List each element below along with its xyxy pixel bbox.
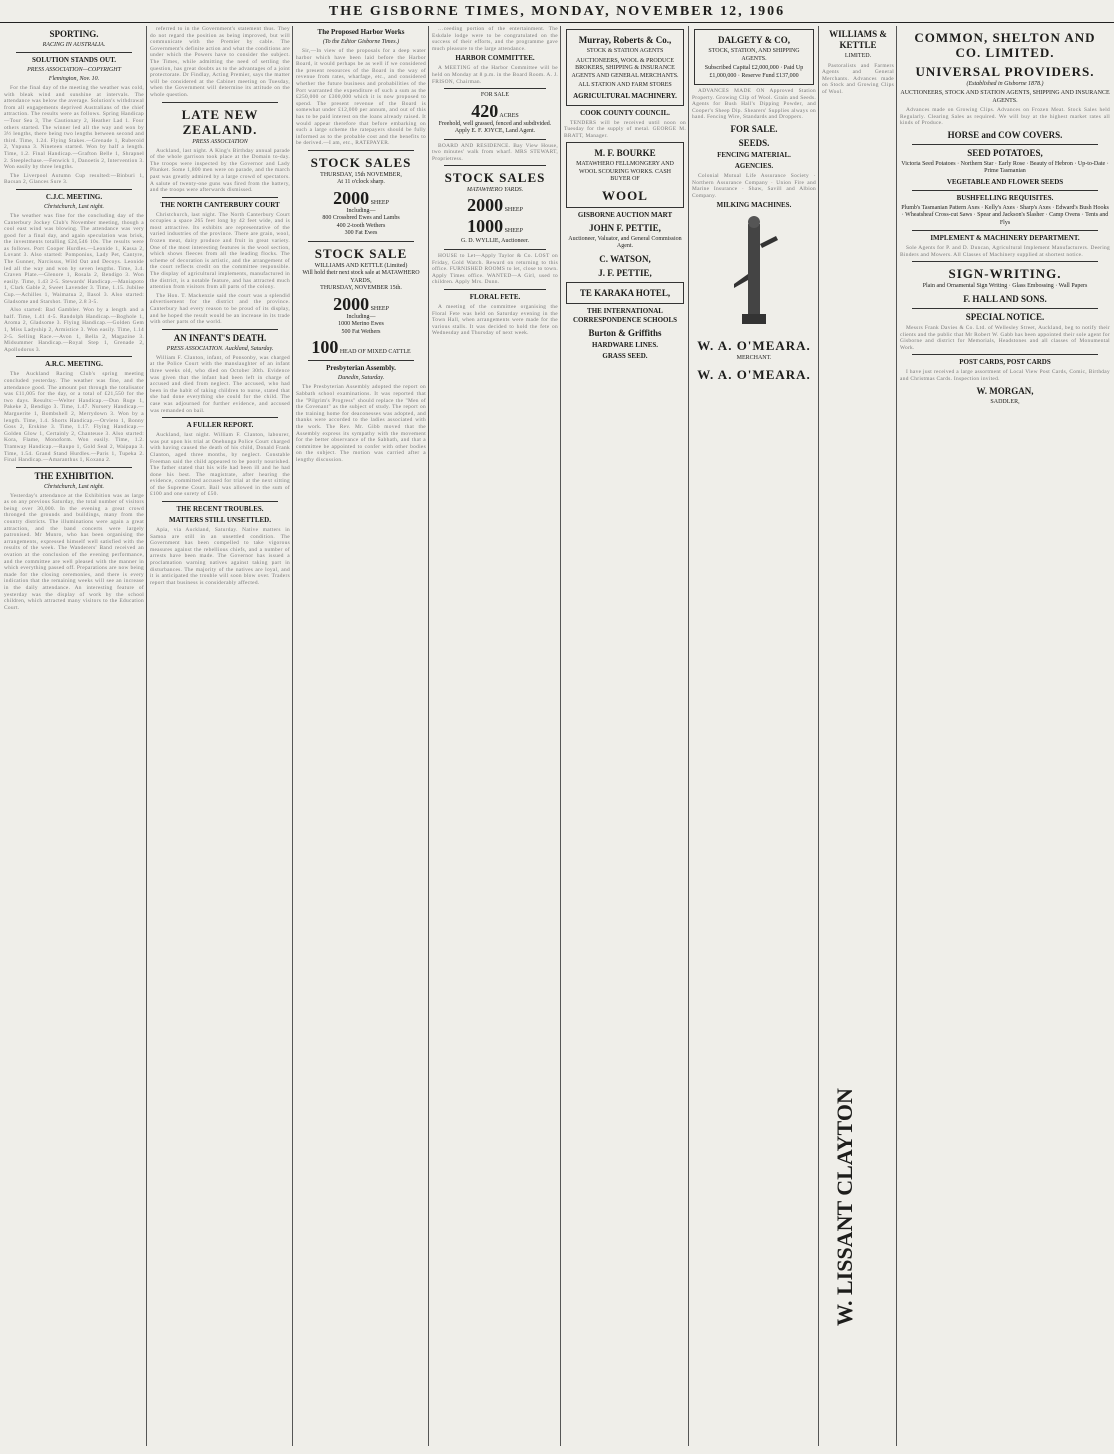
cjc-heading: C.J.C. MEETING.: [45, 192, 103, 201]
divider: [912, 230, 1098, 231]
body-text: William F. Clanton, infant, of Ponsonby, was charged at the Police Court with the manslaughter of an infant three weeks old, who died on October 30th. Evidence was given that the infant had been left in charge of accused and died from neglect. The accused, who had been in the habit of taking children to nurse, stated that she had done everything she could for the child. The case was adjourned for further evidence, and accused was remanded on bail.: [150, 354, 290, 414]
sale-lot: 2000 SHEEP Including— 1000 Merino Ewes 500 Fat Wethers: [333, 293, 389, 335]
body-text: The Hon. T. Mackenzie said the court was a splendid advertisement for the district and the province. Canterbury had every reason to be proud of its display, and he hoped the result would be an increase in its trade with other parts of the world.: [150, 292, 290, 326]
auction-mart-heading: GISBORNE AUCTION MART: [577, 210, 673, 219]
divider: [444, 289, 546, 290]
common-shelton-name: COMMON, SHELTON AND CO. LIMITED.: [914, 30, 1096, 60]
column-harbor: [296, 26, 426, 1446]
divider: [912, 261, 1098, 262]
body-text: Yesterday's attendance at the Exhibition was as large as on any previous Saturday, the total number of visitors being over 30,000. In the evening a great crowd thronged the grounds and buildings, many from the country districts. The illuminations were again a great attraction, and the band concerts were largely patronised. Mr Munro, who has been organising the arrangements, expressed himself well satisfied with the results of the week. The Wanderers' Band received an ovation at the conclusion of the evening performance, and the committee are well pleased with the manner in which everything passed off. Preparations are now being made for the closing ceremonies, and there is every indication that the remaining weeks will see an increase in the daily attendance. An interesting feature of yesterday was the display of work by the school children, which attracted many visitors to the Education Court.: [4, 492, 144, 611]
morgan-name: W. MORGAN,: [976, 385, 1034, 396]
body-text: ADVANCES MADE ON Approved Station Property. Growing Clip of Wool. Grain and Seeds. Agents for Bush Hall's Dipping Powder, and Cooper's Sheep Dip. Shearers' Supplies always on hand. Fencing Wire, Standards and Droppers.: [692, 88, 816, 121]
masthead: THE GISBORNE TIMES, MONDAY, NOVEMBER 12, 1906: [0, 4, 1114, 23]
dateline: PRESS ASSOCIATION. Auckland, Saturday.: [166, 345, 274, 352]
cook-county-heading: COOK COUNTY COUNCIL.: [580, 108, 670, 117]
divider: [162, 197, 278, 198]
implement-heading: IMPLEMENT & MACHINERY DEPARTMENT.: [930, 234, 1080, 243]
seed-potatoes-heading: SEED POTATOES,: [967, 147, 1043, 158]
vegetable-seeds-heading: VEGETABLE AND FLOWER SEEDS: [946, 177, 1064, 186]
acreage-ad: 420 ACRES Freehold, well grassed, fenced and subdivided. Apply E. F. JOYCE, Land Agent.: [438, 100, 552, 135]
press-association-line: PRESS ASSOCIATION—COPYRIGHT: [27, 67, 121, 73]
established-line: (Established in Gisborne 1878.): [966, 81, 1044, 87]
court-heading: THE NORTH CANTERBURY COURT: [160, 200, 280, 209]
bushfelling-list: Plumb's Tasmanian Pattern Axes · Kelly's Axes · Sharp's Axes · Edward's Bush Hooks · Wheatsheaf Cross-cut Saws · Spear and Jackson's Slasher · Camp Ovens · Tents and Flys: [901, 204, 1109, 226]
dalgety-ad: [694, 29, 814, 85]
column-rule: [688, 26, 689, 1446]
lissant-clayton-vertical: W. LISSANT CLAYTON: [832, 1088, 857, 1326]
dalgety-name: DALGETY & CO,: [718, 35, 790, 45]
body-text: Colonial Mutual Life Assurance Society · Northern Assurance Company · Union Fire and Marine Insurance · Shaw, Savill and Albion Company.: [692, 172, 816, 199]
body-text: The weather was fine for the concluding day of the Canterbury Jockey Club's November meeting, though a cool east wind was blowing. The attendance was very good for a final day, and again speculation was brisk, the investments totalling £24,546 10s. The results were as follows. Port Cooper Hurdles.—Leonide 1, Kassa 2, Lovant 3. Also started: Pomponius, Lady Pet, Cantyre, The Gunner, Narcissus, Wild Oat and Decoys. Leonide led all the way and won by seven lengths. Time, 3.4. Craven Plate.—Glenore 1, Rosala 2, Bendigo 3. Won easily. Time, 1.43 2-5. Stewards' Handicap.—Maniapoto 1, Clark Gable 2, Sweet Lavender 3. Time, 1.15. Jubilee Cup.—Achilles 1, Waimatua 2, Ilasol 3. Also started: Gladsome and Starshot. Time, 2.8 3-5.: [4, 212, 144, 305]
for-sale-notice: FOR SALE: [480, 92, 510, 99]
column-agents-b: [692, 26, 816, 1446]
divider: [162, 417, 278, 418]
divider: [444, 139, 546, 140]
harbor-works-heading: The Proposed Harbor Works: [317, 28, 405, 36]
column-rule: [292, 26, 293, 1446]
column-common-shelton: [900, 26, 1110, 1446]
agencies-heading: AGENCIES.: [734, 161, 774, 170]
horse-cow-covers-heading: HORSE and COW COVERS.: [947, 129, 1063, 140]
body-text: Pastoralists and Farmers Agents and General Merchants. Advances made on Stock and Growing Clips of Wool.: [822, 62, 894, 95]
body-text: Christchurch, last night. The North Canterbury Court occupies a space 265 feet long by 42 feet wide, and is most attractive. Its exhibits are representative of the varied industries of the province. There are grain, wool, frozen meat, dairy produce and fruit in great variety. One of the most interesting features is the wool section, which shows fleeces from all the leading flocks. The scheme of decoration is artistic, and the arrangement of the court reflects credit on the committee responsible. The display of agricultural implements, manufactured in the district, is a notable feature, and has attracted much attention from visitors from all parts of the colony.: [150, 211, 290, 291]
watson-name: C. WATSON,: [599, 253, 651, 264]
agricultural-heading: AGRICULTURAL MACHINERY.: [573, 91, 677, 100]
pettie-name: JOHN F. PETTIE,: [589, 222, 661, 233]
sign-body: Plain and Ornamental Sign Writing · Glass Embossing · Wall Papers: [922, 283, 1088, 290]
column-rule: [146, 26, 147, 1446]
column-rule: [560, 26, 561, 1446]
matters-heading: MATTERS STILL UNSETTLED.: [169, 516, 271, 525]
divider: [444, 88, 546, 89]
body-text: The Auckland Racing Club's spring meeting concluded yesterday. The weather was fine, and the attendance good. The amount put through the totalisator was £11,005 for the day, or a total of £21,550 for the two days. Results:—Welter Handicap.—Dun Ruge 1, Pakeke 2, Bendigo 3. Time, 1.47. Nursery Handicap.—Marguerite 1, Bombshell 2, Merrydown 3. Won by a length. Time, 1.4. Shorts Handicap.—Orvieto 1, Bonny Goss 2, Erskine 3. Time, 1.17. Flying Handicap.—Golden Glow 1, Certainly 2, Chanteuse 3. Also started: Kora, Flame, Monoform. Won easily. Time, 1.2. Tramway Handicap.—Raupo 1, Gold Seal 2, Waipapa 3. Time, 1.54. Grand Stand Hurdles.—Paris 1, Tupeka 2. Final Handicap.—Amaranthus 1, Koxana 2.: [4, 371, 144, 464]
divider: [444, 165, 546, 166]
wool-heading: WOOL: [602, 187, 648, 203]
murray-body: AUCTIONEERS, WOOL & PRODUCE BROKERS, SHIPPING & INSURANCE AGENTS AND GENERAL MERCHANTS.: [571, 57, 679, 79]
omeara-name: W. A. O'MEARA.: [697, 338, 811, 354]
body-text: Auckland, last night. A King's Birthday annual parade of the whole garrison took place at the Domain to-day. The troops were inspected by the Governor and Lady Plunket. Some 1,800 men were on parade, and the march past was greatly admired by a large crowd of spectators. A salute of twenty-one guns was fired from the battery, and the troops were afterwards dismissed.: [150, 147, 290, 194]
williams-name: WILLIAMS & KETTLE: [829, 29, 887, 50]
sale-lot: 2000 SHEEP: [467, 195, 523, 216]
omeara2-name: W. A. O'MEARA.: [697, 366, 811, 382]
universal-providers: UNIVERSAL PROVIDERS.: [915, 64, 1095, 79]
sale-notice: THURSDAY, 15th NOVEMBER, At 11 o'clock sharp.: [320, 171, 402, 186]
dateline: Dunedin, Saturday.: [337, 375, 385, 382]
body-text: …ceeding portion of the entertainment. The Eskdale lodge were to be congratulated on the success of their efforts, and the programme gave much pleasure to the large attendance.: [432, 26, 558, 52]
body-text: Sole Agents for P. and D. Duncan, Agricultural Implement Manufacturers. Deering Binders and Mowers. All Classes of Machinery supplied at shortest notice.: [900, 245, 1110, 258]
column-news: [150, 26, 290, 1446]
dalgety-body: Subscribed Capital £2,000,000 · Paid Up £1,000,000 · Reserve Fund £137,000: [704, 65, 804, 79]
sale-lot: 1000 SHEEP: [467, 216, 523, 237]
sale-lot: 2000 SHEEP Including— 800 Crossbred Ewes and Lambs 400 2-tooth Wethers 300 Fat Ewes: [322, 187, 400, 237]
bushfelling-heading: BUSHFELLING REQUISITES.: [956, 193, 1054, 202]
body-text: Apia, via Auckland, Saturday. Native matters in Samoa are still in an unsettled condition. The Government has been compelled to take vigorous measures against the rebellious chiefs, and a number of arrests have been made. The Governor has issued a proclamation warning natives against taking part in disturbances. The majority of the natives are loyal, and it is anticipated the trouble will soon blow over. Traders report that business is considerably affected.: [150, 527, 290, 586]
bourke-ad: [566, 142, 684, 208]
pump-illustration: [724, 214, 784, 334]
murray-name: Murray, Roberts & Co.,: [578, 35, 672, 45]
divider: [444, 249, 546, 250]
body-text: A MEETING of the Harbor Committee will be held on Monday at 8 p.m. in the Board Room. A. J. FRISON, Chairman.: [432, 65, 558, 85]
yards-heading: MATAWHERO YARDS.: [466, 187, 524, 194]
post-cards-heading: POST CARDS, POST CARDS: [959, 358, 1051, 367]
body-text: Also started: Bad Gambler. Won by a length and a half. Time, 1.41 4-5. Randolph Handicap.—Boghole 1, Aroma 2, Gladsome 3. Flying Handicap.—Golden Gem 1, Miss Ladyship 2, Armistice 3. Won easily. Time, 1.14 2-5. Selling Race.—Avon 1, Bella 2, Magazine 3. Midsummer Handicap.—Royal Step 1, Grenade 2, Apollodorus 3.: [4, 307, 144, 353]
omeara-sub: MERCHANT.: [736, 355, 772, 362]
body-text: The Liverpool Autumn Cup resulted:—Binburi 1, Bacsan 2, Glances Sure 3.: [4, 172, 144, 186]
body-text: Messrs Frank Davies & Co. Ltd. of Wellesley Street, Auckland, beg to notify their clients and the public that Mr Robert W. Gabb has been appointed their sole agent for Gisborne and district for Memorials, Headstones and all classes of Monumental Work.: [900, 324, 1110, 351]
solution-heading: SOLUTION STANDS OUT.: [32, 56, 116, 64]
divider: [912, 308, 1098, 309]
editor-line: (To the Editor Gisborne Times.): [322, 39, 400, 45]
bourke-name: M. F. BOURKE: [594, 148, 656, 159]
column-agents-a: [564, 26, 686, 1446]
sale-lot: 100 HEAD OF MIXED CATTLE: [311, 337, 411, 358]
racing-subheading: RACING IN AUSTRALIA.: [42, 42, 106, 48]
fuller-report-heading: A FULLER REPORT.: [186, 421, 254, 430]
divider: [912, 354, 1098, 355]
auctioneer: G. D. WYLLIE, Auctioneer.: [460, 238, 530, 245]
grass-seed-heading: GRASS SEED.: [602, 351, 648, 360]
murray-roberts-ad: [566, 29, 684, 106]
morgan-sub: SADDLER,: [990, 398, 1020, 405]
infant-death-heading: AN INFANT'S DEATH.: [173, 332, 267, 343]
divider: [308, 150, 414, 151]
divider: [16, 467, 132, 468]
divider: [16, 189, 132, 190]
presbyterian-heading: Presbyterian Assembly.: [326, 364, 396, 373]
column-sporting: [4, 26, 144, 1446]
sale-notice: WILLIAMS AND KETTLE (Limited) Will hold their next stock sale at MATAWHERO YARDS, THURSDAY, NOVEMBER 15th.: [302, 262, 420, 292]
dalgety-sub: STOCK, STATION, AND SHIPPING AGENTS.: [708, 48, 800, 62]
body-text: A meeting of the committee organising the Floral Fete was held on Saturday evening in the Town Hall, when arrangements were made for the various stalls. It was decided to hold the fete on Wednesday and Thursday of next week.: [432, 303, 558, 337]
body-text: Advances made on Growing Clips. Advances on Frozen Meat. Stock Sales held Regularly. Clearing Sales as required. We will buy at the highest market rates all kinds of Produce.: [900, 107, 1110, 127]
burton-name: Burton & Griffiths: [588, 327, 662, 338]
common-body: AUCTIONEERS, STOCK AND STATION AGENTS, SHIPPING AND INSURANCE AGENTS.: [900, 90, 1110, 104]
exhibition-heading: THE EXHIBITION.: [34, 470, 114, 481]
column-vertical-ad: [822, 26, 894, 1446]
divider: [162, 501, 278, 502]
stock-sales-heading: STOCK SALES: [444, 170, 546, 186]
hall-sons-name: F. HALL AND SONS.: [963, 293, 1047, 304]
column-rule: [818, 26, 819, 1446]
lot-number: 2000: [333, 187, 370, 208]
potatoes-list: Victoria Seed Potatoes · Northern Star · Early Rose · Beauty of Hebron · Up-to-Date · Prime Tasmanian: [901, 160, 1109, 175]
divider: [308, 241, 414, 242]
sporting-heading: SPORTING.: [49, 29, 99, 39]
body-text: The Presbyterian Assembly adopted the report on Sabbath school examinations. It was reported that the "Pilgrim's Progress" should replace the "Men of the Covenant" as the subject of study. The report on the training home for deaconesses was adopted, and thanks were accorded to the ladies associated with the work. The Rev. Mr. Gibb moved that the Assembly express its sympathy with the movement for the better observance of the Sabbath, and that a committee be appointed to confer with other bodies on the subject. The motion was carried after a lengthy discussion.: [296, 384, 426, 463]
fencing-heading: FENCING MATERIAL.: [717, 150, 791, 159]
bourke-body: MATAWHERO FELLMONGERY AND WOOL SCOURING WORKS. CASH BUYER OF: [576, 161, 674, 183]
harbor-committee-heading: HARBOR COMMITTEE.: [455, 54, 535, 63]
body-text: referred to in the Government's statement thus. They do not regard the position as being improved, but will communicate with the Premier by cable. The Government's definite action and what the conditions are under which the Powers have to consider the subject. The Times, while admitting the need of settling the question, has great doubts as to the advantages of a joint protectorate. Dr Findlay, Acting Premier, says the matter will be considered at the Cabinet meeting on Tuesday, when the Government will determine its attitude on the whole question.: [150, 26, 290, 98]
dateline: Flemington, Nov. 10.: [48, 76, 100, 82]
lot-number: 100: [311, 337, 339, 358]
karaka-ad: [566, 282, 684, 304]
williams-sub: LIMITED.: [844, 53, 872, 59]
for-sale-heading: FOR SALE.: [730, 123, 778, 134]
acreage-number: 420: [471, 100, 499, 121]
dateline: Christchurch, Last night.: [43, 203, 105, 210]
milking-heading: MILKING MACHINES.: [716, 201, 792, 210]
late-nz-heading: LATE NEW ZEALAND.: [181, 106, 259, 137]
body-text: I have just received a large assortment of Local View Post Cards, Comic, Birthday and Christmas Cards. Inspection invited.: [900, 369, 1110, 382]
body-text: Sir,—In view of the proposals for a deep water harbor which have been laid before the Harbor Board, it would perhaps be as well if we considered the present resources of the Board in the way of revenue from rates, wharfage, etc., and considered whether the future business and probabilities of the Port warranted the expenditure of such a sum as the £250,000 or £300,000 which it is now proposed to spend. The present revenue of the Board is somewhat under £12,000 per annum, and out of this has to be paid interest on the loans already raised. It would appear therefore that before embarking on such a large scheme the ratepayers should be fully informed as to the probable cost and the benefits to be derived.—I am, etc., RATEPAYER.: [296, 48, 426, 147]
body-text: BOARD AND RESIDENCE. Bay View House, two minutes' walk from wharf. MRS STEWART, Proprietress.: [432, 142, 558, 162]
karaka-name: TE KARAKA HOTEL,: [579, 287, 671, 298]
hardware-heading: HARDWARE LINES.: [591, 340, 659, 349]
divider: [162, 102, 278, 103]
divider: [912, 190, 1098, 191]
lot-number: 1000: [467, 216, 504, 237]
stock-sale-heading: STOCK SALE: [314, 245, 408, 261]
dateline: PRESS ASSOCIATION: [192, 138, 248, 145]
divider: [308, 360, 414, 361]
dateline: Christchurch, Last night.: [43, 483, 105, 490]
arc-heading: A.R.C. MEETING.: [45, 360, 103, 369]
murray-sub: STOCK & STATION AGENTS: [586, 48, 664, 54]
column-rule: [428, 26, 429, 1446]
column-notices: [432, 26, 558, 1446]
column-rule: [896, 26, 897, 1446]
body-text: Auckland, last night. William F. Clanton, labourer, was put upon his trial at Onehunga Police Court charged with having caused the death of his child, Donald Frank Clanton, aged three months, by neglect. Constable Freeman said the child appeared to be poorly nourished. The father stated that his wife had been ill and he had done his best. The magistrate, after hearing the evidence, committed accused for trial at the next sitting of the Supreme Court. Bail was allowed in the sum of £100 and one surety of £50.: [150, 432, 290, 498]
body-text: For the final day of the meeting the weather was cold, with bleak wind and sunshine at intervals. The attendance was below the average. Solution's withdrawal from all engagements deprived Australians of the chief attraction. The results were as follows. Spring Handicap—Tour Sea 3, The Cautionary 2, Heather Lad 1. Four others started. The winner led all the way and won by 3½ lengths, there being two lengths between second and third. Time, 1.24. Flying Stakes.—Grenade 1, Ruberoid 2, Ynpuna 3. Nineteen started. Won by half a length. Time, 1.2. Final Handicap.—Grafton Belle 1, Shrapnel 2. Steeplechase.—Fenwick 1, Danoetis 2, Intervention 3. Won easily by three lengths.: [4, 85, 144, 171]
lot-number: 2000: [333, 293, 370, 314]
correspondence-heading: THE INTERNATIONAL CORRESPONDENCE SCHOOLS: [572, 306, 678, 324]
divider: [16, 356, 132, 357]
special-notice-heading: SPECIAL NOTICE.: [965, 311, 1045, 322]
lot-number: 2000: [467, 195, 504, 216]
seeds-heading: SEEDS.: [738, 137, 770, 148]
floral-fete-heading: FLORAL FETE.: [469, 292, 521, 301]
troubles-heading: THE RECENT TROUBLES.: [176, 505, 264, 514]
body-text: TENDERS will be received until noon on Tuesday for the supply of metal. GEORGE M. BRATT, Manager.: [564, 119, 686, 139]
body-text: HOUSE to Let—Apply Taylor & Co. LOST on Friday, Gold Watch. Reward on returning to this office. FURNISHED ROOMS to let, close to town. Apply Times office. WANTED—A Girl, used to children. Apply Mrs. Dunn.: [432, 252, 558, 286]
sign-writing-heading: SIGN-WRITING.: [948, 266, 1062, 282]
divider: [16, 52, 132, 53]
divider: [912, 144, 1098, 145]
murray-body: ALL STATION AND FARM STORES: [578, 82, 672, 88]
pettie-body: Auctioneer, Valuator, and General Commission Agent.: [568, 235, 682, 250]
pettie2-name: J. F. PETTIE,: [598, 267, 652, 278]
divider: [162, 329, 278, 330]
stock-sales-heading: STOCK SALES: [310, 154, 412, 170]
